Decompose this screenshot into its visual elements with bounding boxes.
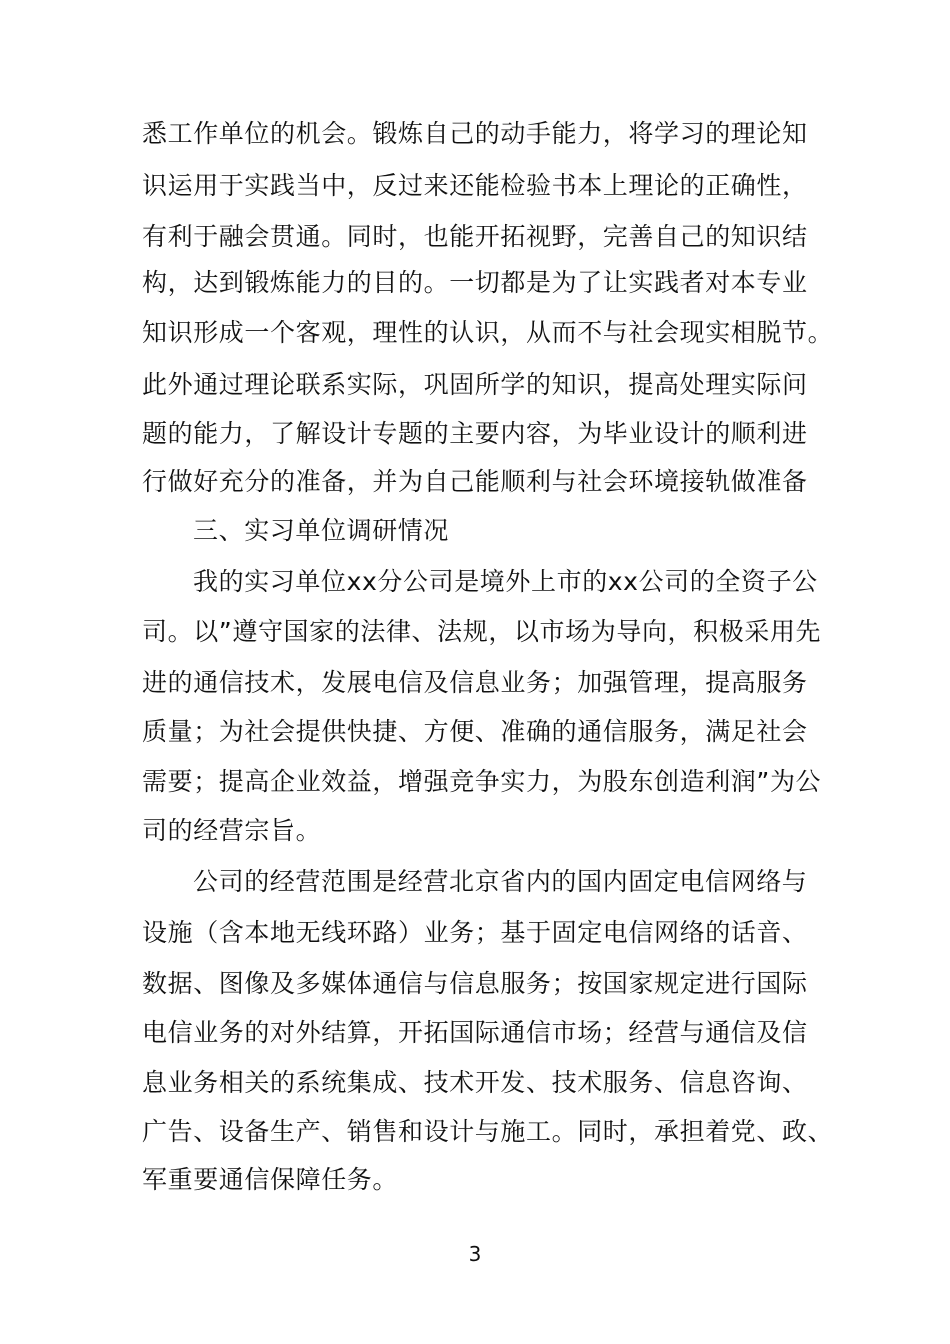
text-line: 公司的经营范围是经营北京省内的国内固定电信网络与 <box>193 867 808 896</box>
text-line: 设施（含本地无线环路）业务；基于固定电信网络的话音、 <box>142 918 808 947</box>
text-line: 息业务相关的系统集成、技术开发、技术服务、信息咨询、 <box>142 1068 808 1097</box>
text-line: 质量；为社会提供快捷、方便、准确的通信服务，满足社会 <box>142 717 808 746</box>
text-line: 我的实习单位xx分公司是境外上市的xx公司的全资子公 <box>193 567 818 596</box>
text-line: 题的能力，了解设计专题的主要内容，为毕业设计的顺利进 <box>142 419 808 448</box>
text-line: 进的通信技术，发展电信及信息业务；加强管理，提高服务 <box>142 668 808 697</box>
text-line: 行做好充分的准备，并为自己能顺利与社会环境接轨做准备 <box>142 467 808 496</box>
text-line: 有利于融会贯通。同时，也能开拓视野，完善自己的知识结 <box>142 222 808 251</box>
text-line: 构，达到锻炼能力的目的。一切都是为了让实践者对本专业 <box>142 268 808 297</box>
text-line: 广告、设备生产、销售和设计与施工。同时，承担着党、政、 <box>142 1117 834 1146</box>
text-line: 司的经营宗旨。 <box>142 816 322 845</box>
text-line: 知识形成一个客观，理性的认识，从而不与社会现实相脱节。 <box>142 318 834 347</box>
text-line: 悉工作单位的机会。锻炼自己的动手能力，将学习的理论知 <box>142 119 808 148</box>
section-heading: 三、实习单位调研情况 <box>193 516 450 545</box>
text-line: 识运用于实践当中，反过来还能检验书本上理论的正确性， <box>142 171 808 200</box>
text-line: 军重要通信保障任务。 <box>142 1165 399 1194</box>
text-line: 司。以”遵守国家的法律、法规，以市场为导向，积极采用先 <box>142 617 822 646</box>
text-line: 需要；提高企业效益，增强竞争实力，为股东创造利润”为公 <box>142 767 822 796</box>
text-line: 此外通过理论联系实际，巩固所学的知识，提高处理实际问 <box>142 370 808 399</box>
text-line: 电信业务的对外结算，开拓国际通信市场；经营与通信及信 <box>142 1018 808 1047</box>
page-number: 3 <box>468 1242 482 1266</box>
text-line: 数据、图像及多媒体通信与信息服务；按国家规定进行国际 <box>142 969 808 998</box>
